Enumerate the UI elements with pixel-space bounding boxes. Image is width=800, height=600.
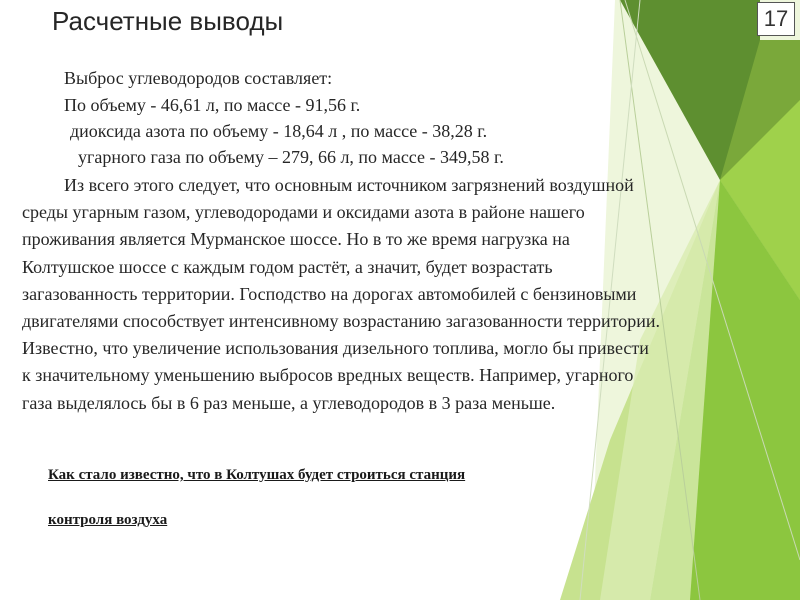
news-link-line-2[interactable]: контроля воздуха (48, 512, 168, 528)
page-title: Расчетные выводы (52, 6, 284, 36)
emissions-intro: Выброс углеводородов составляет: (64, 68, 333, 88)
conclusion-text: Из всего этого следует, что основным источником загрязнений воздушной среды угарным газом, углеводородами и оксидами азота в районе нашего проживания является Мурманское шоссе. Но в то же время нагрузка на Колтушское шоссе с каждым годом растёт, а значит, будет возрастать загазованность территории. Господство на дорогах автомобилей с бензиновыми двигателями способствует интенсивному возрастанию загазованности территории. Известно, что увеличение использования дизельного топлива, могло бы привести к значительному уменьшению выбросов вредных веществ. Например, угарного газа выделялось бы в 6 раз меньше, а углеводородов в 3 раза меньше. (22, 175, 661, 413)
conclusion-paragraph (22, 172, 662, 417)
emissions-hydrocarbons: По объему - 46,61 л, по массе - 91,56 г. (64, 95, 361, 115)
emissions-carbon-monoxide: угарного газа по объему – 279, 66 л, по массе - 349,58 г. (78, 147, 504, 167)
emissions-nitrogen-dioxide: диоксида азота по объему - 18,64 л , по массе - 38,28 г. (70, 121, 488, 141)
news-link-line-1[interactable]: Как стало известно, что в Колтушах будет строиться станция (48, 467, 466, 483)
slide-number-badge: 17 (757, 2, 795, 36)
